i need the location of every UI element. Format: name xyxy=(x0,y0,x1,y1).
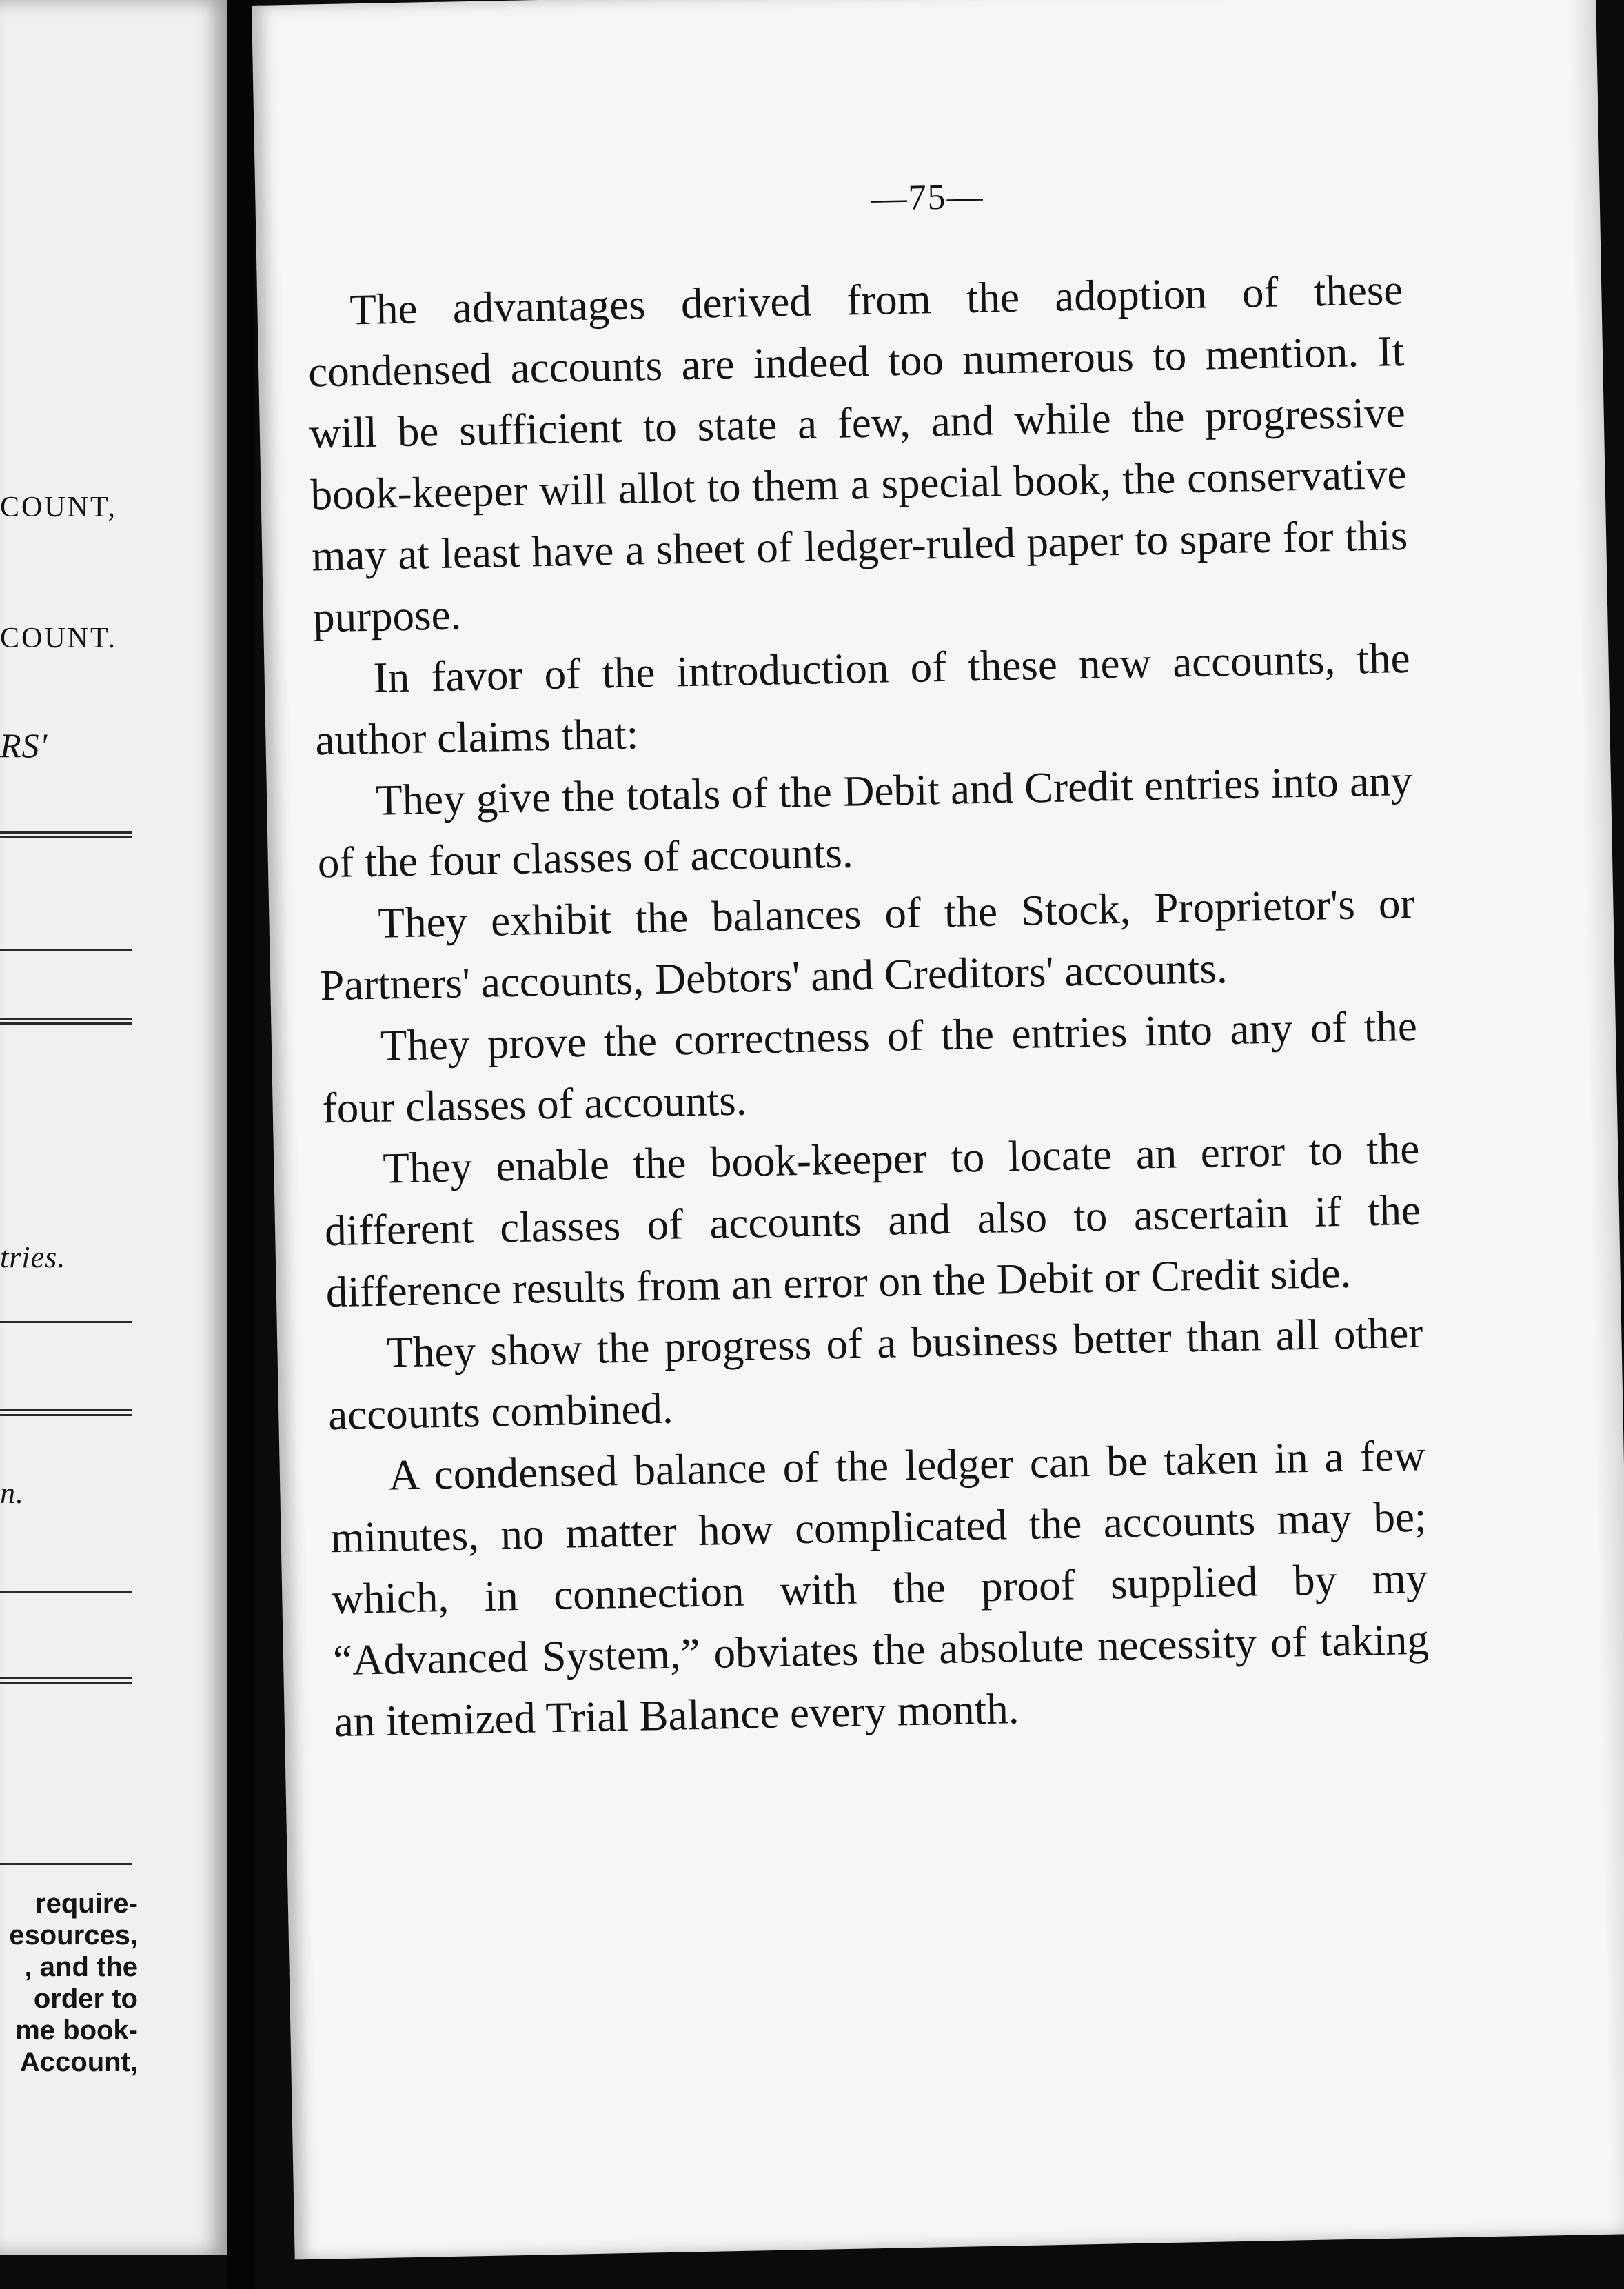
left-fragment-4: tries. xyxy=(0,1240,66,1274)
left-facing-page xyxy=(0,0,227,2255)
left-paragraph xyxy=(0,1888,138,2078)
paragraph-correctness: They prove the correctness of the entries into any of the four classes of accounts. xyxy=(322,1001,1418,1133)
left-rule-6 xyxy=(0,1591,132,1593)
left-rule-1 xyxy=(0,831,132,838)
left-rule-3 xyxy=(0,1018,132,1025)
page-number: —75— xyxy=(870,177,985,219)
left-paragraph-line: me book- xyxy=(15,2015,138,2046)
left-fragment-3: RS' xyxy=(0,726,48,765)
left-fragment-5: n. xyxy=(0,1476,24,1510)
paragraph-advantages: The advantages derived from the adoption of these condensed accounts are indeed too numerous to mention. It will be sufficient to state a few, and while the progressive book-keeper will allot to them a special book, the conservative may at least have a sheet of ledger-ruled paper to spare for this purpose. xyxy=(307,265,1408,642)
left-rule-7 xyxy=(0,1677,132,1684)
left-rule-4 xyxy=(0,1321,132,1323)
paragraph-locate-error: They enable the book-keeper to locate an error to the different classes of accounts and also to ascertain if the difference results from an error on the Debit or Credit side. xyxy=(324,1124,1421,1317)
book-gutter xyxy=(227,0,255,2289)
left-rule-2 xyxy=(0,949,132,951)
left-rule-8 xyxy=(0,1863,132,1865)
left-fragment-2: COUNT. xyxy=(0,623,118,654)
left-rule-5 xyxy=(0,1409,132,1416)
main-page xyxy=(252,0,1624,2259)
left-paragraph-line: , and the xyxy=(24,1952,138,1982)
left-paragraph-line: esources, xyxy=(9,1920,138,1950)
left-fragment-1: COUNT, xyxy=(0,492,118,523)
left-paragraph-line: Account, xyxy=(19,2047,138,2077)
paragraph-balances: They exhibit the balances of the Stock, Proprietor's or Partners' accounts, Debtors' and Creditors' accounts. xyxy=(319,878,1415,1010)
paragraph-totals: They give the totals of the Debit and Credit entries into any of the four classes of accounts. xyxy=(317,756,1413,887)
left-paragraph-line: order to xyxy=(33,1984,138,2014)
paragraph-progress: They show the progress of a business better than all other accounts combined. xyxy=(327,1308,1423,1440)
paragraph-condensed-balance: A condensed balance of the ledger can be taken in a few minutes, no matter how complicated the accounts may be; which, in connection with the proof supplied by my “Advanced System,” obviates the absolute necessity of taking an itemized Trial Balance every month. xyxy=(330,1431,1430,1746)
body-text xyxy=(307,259,1431,1753)
paragraph-author-claims: In favor of the introduction of these new accounts, the author claims that: xyxy=(314,633,1411,765)
left-paragraph-line: require- xyxy=(35,1888,138,1919)
page-edge-shadow xyxy=(1568,0,1624,2235)
